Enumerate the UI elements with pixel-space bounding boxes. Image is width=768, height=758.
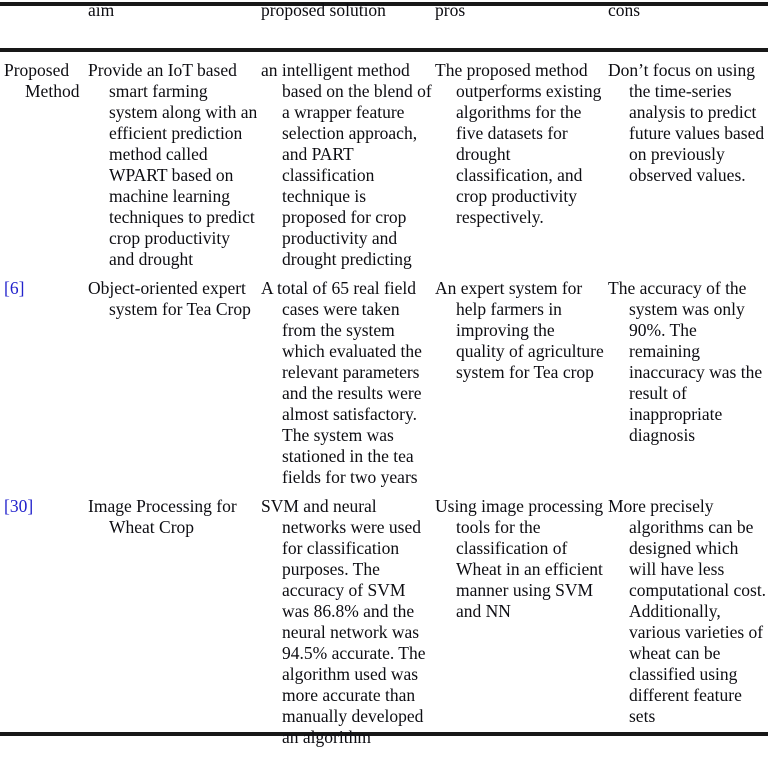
- cell-reference[interactable]: [0, 270, 85, 488]
- citation-link[interactable]: [6]: [4, 278, 25, 298]
- cell-pros: Using image processing tools for the classification of Wheat in an efficient manner using SVM and NN: [435, 496, 604, 621]
- cell-cons: Don’t focus on using the time-series analysis to predict future values based on previously observed values.: [608, 60, 765, 185]
- column-header-cons: cons: [608, 0, 641, 20]
- cell-proposed-solution: an intelligent method based on the blend of a wrapper feature selection approach, and PART classification technique is proposed for crop productivity and drought predicting: [261, 60, 432, 269]
- cell-aim: Image Processing for Wheat Crop: [88, 496, 237, 537]
- citation-link[interactable]: [30]: [4, 496, 34, 516]
- table-row: [0, 48, 768, 270]
- table-header: [0, 0, 768, 48]
- cell-aim: Provide an IoT based smart farming system along with an efficient prediction method called WPART based on machine learning techniques to predict crop productivity and drought: [88, 60, 258, 269]
- column-header-proposed-solution: proposed solution: [261, 0, 386, 20]
- cell-cons: More precisely algorithms can be designed which will have less computational cost. Additionally, various varieties of wheat can be classified using different feature sets: [608, 496, 767, 726]
- cell-reference[interactable]: [0, 488, 85, 758]
- cell-proposed-solution: A total of 65 real field cases were taken from the system which evaluated the relevant parameters and the results were almost satisfactory. The system was stationed in the tea fields for two years: [261, 278, 422, 487]
- table-header-row: [0, 0, 768, 48]
- cell-proposed-solution: SVM and neural networks were used for classification purposes. The accuracy of SVM was 86.8% and the neural network was 94.5% accurate. The algorithm used was more accurate than manually developed an algorithm: [261, 496, 426, 747]
- column-header-reference: [0, 0, 85, 48]
- cell-pros: An expert system for help farmers in improving the quality of agriculture system for Tea crop: [435, 278, 604, 382]
- cell-reference: Proposed Method: [4, 60, 80, 101]
- table-row: [0, 270, 768, 488]
- table-body: [0, 48, 768, 758]
- cell-cons: The accuracy of the system was only 90%. The remaining inaccuracy was the result of inappropriate diagnosis: [608, 278, 763, 445]
- table-row: [0, 488, 768, 758]
- cell-aim: Object-oriented expert system for Tea Crop: [88, 278, 251, 319]
- column-header-aim: aim: [88, 0, 115, 20]
- column-header-pros: pros: [435, 0, 466, 20]
- cell-pros: The proposed method outperforms existing algorithms for the five datasets for drought classification, and crop productivity respectively.: [435, 60, 602, 227]
